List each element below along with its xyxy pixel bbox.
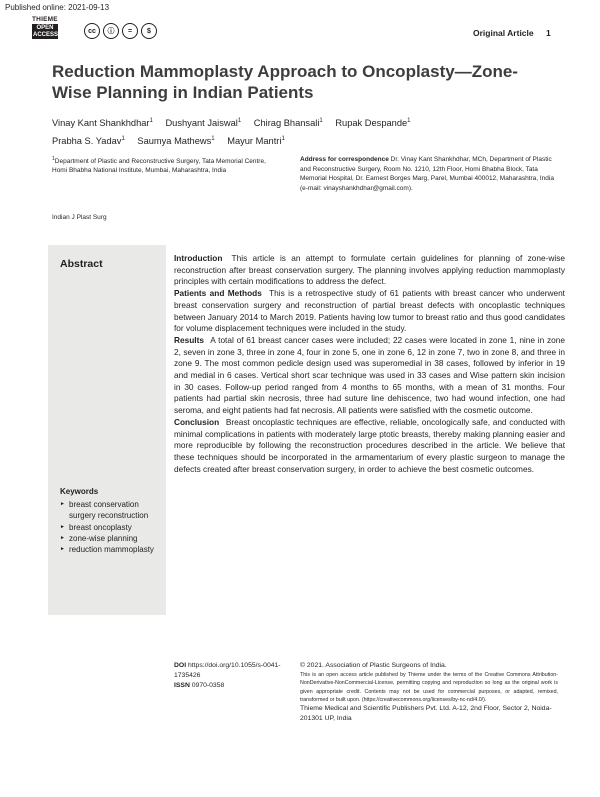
correspondence-address bbox=[300, 155, 555, 193]
keywords-heading: Keywords bbox=[60, 487, 99, 496]
abstract-section-introduction: Introduction This article is an attempt to formulate certain guidelines for planning of zone-wise reconstruction after breast conservation surgery. The planning involves applying reduction mammoplasty principles with certain modifications to address the defect. bbox=[174, 253, 565, 287]
abstract-section-conclusion: Conclusion Breast oncoplastic techniques are effective, reliable, oncologically safe, and conducted with minimal complications in patients with moderately large ptotic breasts, thereby making planning easier and more reproducible by following the reconstruction procedures described in the article. We believe that these techniques should be incorporated in the armamentarium of every plastic surgeon to manage the defects created after breast conservation surgery, in order to achieve the best cosmetic outcomes. bbox=[174, 416, 565, 474]
author: Mayur Mantri$^1$ bbox=[227, 136, 285, 147]
page-number: 1 bbox=[546, 28, 551, 38]
license-text: This is an open access article published by Thieme under the terms of the Creative Commons Attribution-NonDerivative-NonCommercial-License, permitting copying and reproduction so long as the original work is given appropriate credit. Contents may not be used for commercial purposes, or adapted, remixed, transformed or built upon. (https://creativecommons.org/licenses/by-nc-nd/4.0/). bbox=[300, 672, 558, 703]
copyright-line: © 2021. Association of Plastic Surgeons of India. bbox=[300, 662, 447, 669]
nd-icon: = bbox=[122, 23, 138, 39]
license-icons bbox=[84, 23, 157, 39]
article-type: Original Article bbox=[473, 28, 534, 38]
author: Saumya Mathews$^1$ bbox=[137, 136, 215, 147]
abstract-sidebar bbox=[48, 245, 166, 615]
journal-citation: Indian J Plast Surg bbox=[52, 214, 107, 221]
logo-publisher: THIEME bbox=[32, 16, 58, 23]
affiliation: $^1$Department of Plastic and Reconstructive Surgery, Tata Memorial Centre, Homi Bhabha National Institute, Mumbai, Maharashtra, India bbox=[52, 156, 266, 175]
author: Prabha S. Yadav$^1$ bbox=[52, 136, 125, 147]
keyword-item: ► reduction mammoplasty bbox=[60, 544, 165, 555]
abstract-body bbox=[174, 253, 565, 475]
author: Chirag Bhansali$^1$ bbox=[253, 118, 323, 129]
thieme-open-access-logo bbox=[32, 16, 58, 39]
doi-link[interactable]: https://doi.org/10.1055/s-0041-1735426 bbox=[174, 662, 281, 679]
correspondence-label: Address for correspondence bbox=[300, 156, 389, 163]
logo-open: OPEN bbox=[36, 25, 54, 31]
logo-access: ACCESS bbox=[33, 31, 59, 38]
doi-block: DOI https://doi.org/10.1055/s-0041-1735426 ISSN 0970-0358 bbox=[174, 662, 281, 689]
correspondence-text: Dr. Vinay Kant Shankhdhar, MCh, Department of Plastic and Reconstructive Surgery, Room No. 1210, 12th Floor, Homi Bhabha Block, Tata Memorial Hospital, Dr. Earnest Borges Marg, Parel, Mumbai 400012, Maharashtra, India (e-mail: vinayshankhdhar@gmail.com). bbox=[300, 156, 554, 192]
issn-value: 0970-0358 bbox=[191, 682, 225, 689]
keyword-item: ► breast conservation surgery reconstruction bbox=[60, 499, 165, 522]
keyword-item: ► zone-wise planning bbox=[60, 533, 165, 544]
author-list bbox=[52, 113, 552, 149]
by-icon: ⓘ bbox=[103, 23, 119, 39]
nc-icon: $ bbox=[141, 23, 157, 39]
logo-open-access-box bbox=[32, 24, 58, 39]
author: Rupak Despande$^1$ bbox=[335, 118, 411, 129]
copyright-block bbox=[300, 661, 558, 724]
published-online-date: Published online: 2021-09-13 bbox=[5, 3, 110, 12]
author: Vinay Kant Shankhdhar$^1$ bbox=[52, 118, 153, 129]
keyword-item: ► breast oncoplasty bbox=[60, 522, 165, 533]
publisher-address: Thieme Medical and Scientific Publishers Pvt. Ltd. A-12, 2nd Floor, Sector 2, Noida-201301 UP, India bbox=[300, 705, 552, 723]
keywords-list bbox=[60, 499, 165, 555]
abstract-section-results: Results A total of 61 breast cancer cases were included; 22 cases were located in zone 1, nine in zone 2, seven in zone 3, three in zone 4, four in zone 5, one in zone 6, 12 in zone 7, two in zone 8, and three in zone 9. The most common pedicle design used was superomedial in 38 cases, followed by inferior in 19 and medial in 6 cases. Vertical short scar technique was used in 33 cases and Wise pattern skin incision in 30 cases. Follow-up period ranged from 4 months to 65 months, with a mean of 31 months. Four patients had partial skin necrosis, three had suture line dehiscence, two had wound infection, one had seroma, and eight patients had fat necrosis. All patients were satisfied with the cosmetic outcome. bbox=[174, 334, 565, 416]
abstract-heading: Abstract bbox=[60, 258, 103, 270]
author: Dushyant Jaiswal$^1$ bbox=[165, 118, 242, 129]
abstract-section-methods: Patients and Methods This is a retrospective study of 61 patients with breast cancer who underwent breast conservation surgery and reconstruction of partial breast defects with oncoplastic techniques between January 2014 to March 2019. Patients having low tumor to breast ratio and thus good candidates for volume displacement techniques were included in the study. bbox=[174, 288, 565, 334]
cc-icon: cc bbox=[84, 23, 100, 39]
article-title: Reduction Mammoplasty Approach to Oncoplasty—Zone-Wise Planning in Indian Patients bbox=[52, 62, 518, 102]
